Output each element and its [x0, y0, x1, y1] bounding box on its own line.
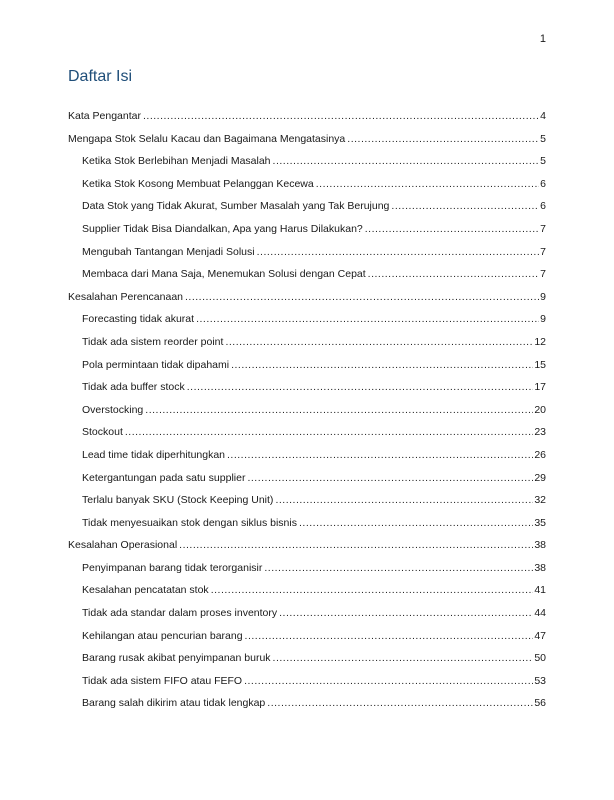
toc-dot-leader	[347, 133, 539, 145]
toc-entry-page: 29	[534, 471, 546, 484]
toc-dot-leader	[244, 675, 533, 687]
toc-entry[interactable]	[68, 178, 546, 201]
toc-entry[interactable]	[68, 313, 546, 336]
toc-dot-leader	[299, 517, 533, 529]
toc-entry-page: 38	[534, 561, 546, 574]
toc-entry-title: Terlalu banyak SKU (Stock Keeping Unit)	[82, 494, 274, 507]
toc-entry-page: 23	[534, 426, 546, 439]
toc-entry[interactable]	[68, 630, 546, 653]
toc-entry-page: 41	[534, 584, 546, 597]
toc-entry-title: Ketika Stok Kosong Membuat Pelanggan Kecewa	[82, 177, 314, 190]
toc-entry-title: Stockout	[82, 426, 123, 439]
toc-entry[interactable]	[68, 562, 546, 585]
toc-entry[interactable]	[68, 494, 546, 517]
toc-entry-page: 6	[540, 200, 546, 213]
toc-entry-page: 4	[540, 110, 546, 122]
toc-dot-leader	[196, 313, 539, 325]
toc-entry-title: Tidak ada sistem reorder point	[82, 335, 224, 348]
toc-dot-leader	[257, 246, 540, 258]
toc-entry-title: Tidak menyesuaikan stok dengan siklus bisnis	[82, 516, 297, 529]
toc-entry-page: 5	[540, 155, 546, 168]
toc-dot-leader	[273, 652, 534, 664]
toc-dot-leader	[368, 268, 539, 280]
toc-dot-leader	[187, 381, 534, 393]
toc-dot-leader	[365, 223, 539, 235]
toc-entry[interactable]	[68, 246, 546, 269]
toc-dot-leader	[227, 449, 533, 461]
toc-dot-leader	[231, 359, 533, 371]
toc-entry-page: 6	[540, 177, 546, 190]
toc-entry[interactable]	[68, 223, 546, 246]
toc-entry[interactable]	[68, 268, 546, 291]
toc-entry-title: Barang salah dikirim atau tidak lengkap	[82, 697, 266, 710]
toc-dot-leader	[316, 178, 539, 190]
toc-entry[interactable]	[68, 404, 546, 427]
toc-dot-leader	[179, 539, 533, 551]
toc-entry-page: 56	[534, 697, 546, 710]
toc-dot-leader	[275, 494, 533, 506]
toc-dot-leader	[245, 630, 534, 642]
toc-entry-title: Pola permintaan tidak dipahami	[82, 358, 230, 371]
toc-dot-leader	[143, 110, 539, 122]
toc-entry-title: Supplier Tidak Bisa Diandalkan, Apa yang Harus Dilakukan?	[82, 222, 363, 235]
toc-entry-title: Mengapa Stok Selalu Kacau dan Bagaimana Mengatasinya	[68, 132, 346, 145]
toc-dot-leader	[279, 607, 533, 619]
toc-entry[interactable]	[68, 675, 546, 698]
toc-entry-page: 17	[534, 381, 546, 394]
toc-entry[interactable]	[68, 110, 546, 133]
toc-entry-title: Ketergantungan pada satu supplier	[82, 471, 246, 484]
toc-entry-page: 26	[534, 448, 546, 461]
toc-entry[interactable]	[68, 359, 546, 382]
toc-entry-page: 7	[540, 268, 546, 281]
toc-entry[interactable]	[68, 652, 546, 675]
toc-dot-leader	[185, 291, 539, 303]
toc-entry-page: 7	[540, 245, 546, 258]
toc-entry-title: Tidak ada standar dalam proses inventory	[82, 607, 278, 620]
toc-entry[interactable]	[68, 472, 546, 495]
toc-dot-leader	[391, 200, 539, 212]
toc-entry-page: 15	[534, 358, 546, 371]
toc-entry-title: Kesalahan pencatatan stok	[82, 584, 209, 597]
page-number: 1	[539, 33, 546, 45]
toc-entry-page: 47	[534, 629, 546, 642]
toc-entry-page: 50	[534, 652, 546, 665]
toc-entry[interactable]	[68, 291, 546, 314]
toc-dot-leader	[145, 404, 533, 416]
toc-entry-title: Overstocking	[82, 403, 144, 416]
toc-dot-leader	[264, 562, 533, 574]
toc-entry-title: Ketika Stok Berlebihan Menjadi Masalah	[82, 155, 271, 168]
toc-entry-page: 12	[534, 335, 546, 348]
toc-entry[interactable]	[68, 426, 546, 449]
toc-entry-title: Tidak ada buffer stock	[82, 381, 185, 394]
toc-dot-leader	[273, 155, 540, 167]
toc-title: Daftar Isi	[68, 68, 133, 85]
toc-entry[interactable]	[68, 200, 546, 223]
toc-entry-title: Mengubah Tantangan Menjadi Solusi	[82, 245, 255, 258]
toc-entry[interactable]	[68, 381, 546, 404]
toc-entry-page: 9	[540, 290, 546, 303]
toc-entry-title: Penyimpanan barang tidak terorganisir	[82, 561, 263, 574]
toc-entry[interactable]	[68, 607, 546, 630]
toc-entry-title: Kata Pengantar	[68, 110, 141, 122]
toc-entry-page: 5	[540, 132, 546, 145]
table-of-contents	[68, 110, 546, 720]
toc-dot-leader	[125, 426, 533, 438]
toc-entry[interactable]	[68, 449, 546, 472]
toc-entry-page: 32	[534, 494, 546, 507]
toc-entry[interactable]	[68, 517, 546, 540]
toc-entry-title: Forecasting tidak akurat	[82, 313, 195, 326]
toc-entry-page: 9	[540, 313, 546, 326]
toc-entry[interactable]	[68, 697, 546, 720]
toc-entry-page: 53	[534, 674, 546, 687]
toc-entry-title: Lead time tidak diperhitungkan	[82, 448, 226, 461]
toc-entry[interactable]	[68, 155, 546, 178]
toc-dot-leader	[211, 584, 534, 596]
toc-entry[interactable]	[68, 336, 546, 359]
toc-entry[interactable]	[68, 584, 546, 607]
toc-dot-leader	[267, 697, 533, 709]
toc-entry-title: Kehilangan atau pencurian barang	[82, 629, 243, 642]
toc-entry-page: 44	[534, 607, 546, 620]
toc-entry-title: Data Stok yang Tidak Akurat, Sumber Masalah yang Tak Berujung	[82, 200, 390, 213]
toc-entry-page: 20	[534, 403, 546, 416]
toc-entry-title: Kesalahan Operasional	[68, 539, 178, 552]
toc-entry-page: 38	[534, 539, 546, 552]
toc-entry[interactable]	[68, 133, 546, 156]
toc-entry-page: 7	[540, 222, 546, 235]
toc-dot-leader	[225, 336, 533, 348]
toc-dot-leader	[247, 472, 533, 484]
toc-entry-title: Membaca dari Mana Saja, Menemukan Solusi dengan Cepat	[82, 268, 366, 281]
toc-entry-page: 35	[534, 516, 546, 529]
toc-entry-title: Tidak ada sistem FIFO atau FEFO	[82, 674, 243, 687]
toc-entry[interactable]	[68, 539, 546, 562]
toc-entry-title: Barang rusak akibat penyimpanan buruk	[82, 652, 271, 665]
toc-entry-title: Kesalahan Perencanaan	[68, 290, 184, 303]
